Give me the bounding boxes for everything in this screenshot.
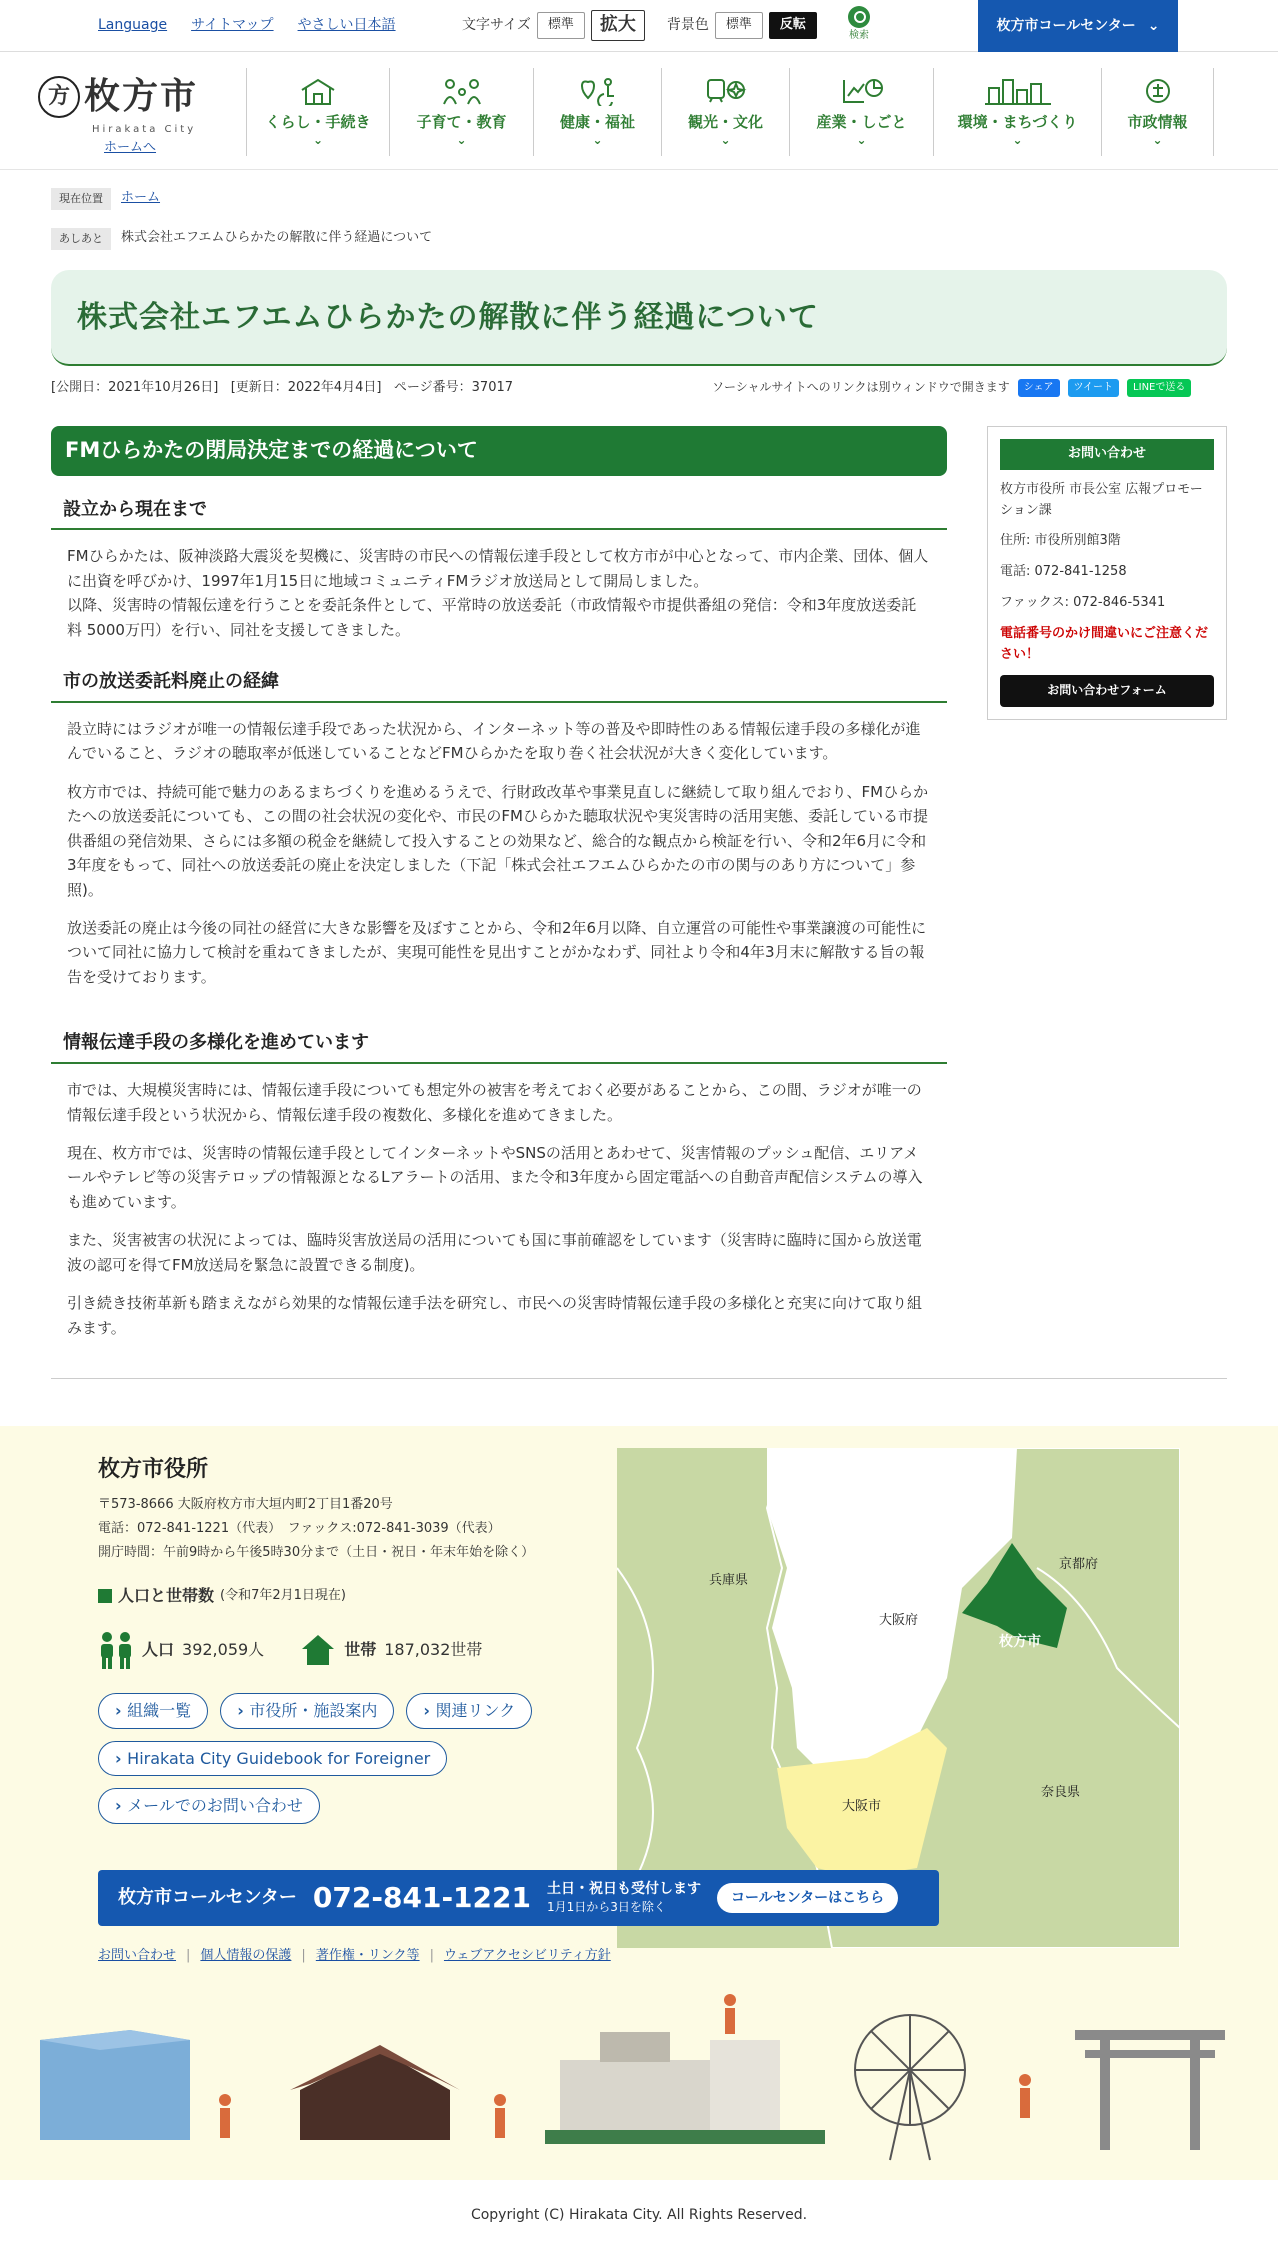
population-label: 人口 <box>142 1640 175 1660</box>
nav-item-environment[interactable] <box>934 68 1102 156</box>
breadcrumb-home-link[interactable]: ホーム <box>121 190 161 206</box>
chevron-down-icon: ⌄ <box>720 133 731 147</box>
footer-links <box>98 1693 618 1824</box>
font-size-label: 文字サイズ <box>462 17 531 34</box>
nav-label: 子育て・教育 <box>416 113 507 131</box>
organization-link[interactable]: › 組織一覧 <box>98 1693 208 1729</box>
chevron-down-icon: ⌄ <box>1147 17 1160 34</box>
nav-label: 市政情報 <box>1127 113 1188 131</box>
paragraph: 設立時にはラジオが唯一の情報伝達手段であった状況から、インターネット等の普及や即時性のある情報伝達手段の多様化が進んでいること、ラジオの聴取率が低迷していることなどFMひらかたを取り巻く社会状況が大きく変化しています。 <box>67 719 921 763</box>
paragraph: また、災害被害の状況によっては、臨時災害放送局の活用についても国に事前確認をしています（災害時に臨時に国から放送電波の認可を得てFM放送局を緊急に設置できる制度)。 <box>67 1231 922 1274</box>
house-icon <box>298 76 338 106</box>
bg-normal-button[interactable]: 標準 <box>715 12 763 39</box>
nav-label: 観光・文化 <box>687 113 763 131</box>
breadcrumb <box>51 188 160 210</box>
share-bar <box>712 378 1191 397</box>
footer-bottom-links: お問い合わせ | 個人情報の保護 | 著作権・リンク等 | ウェブアクセシビリティ方針 <box>98 1946 611 1967</box>
nav-label: くらし・手続き <box>265 113 371 131</box>
utility-links <box>98 14 396 36</box>
section-title: FMひらかたの閉局決定までの経過について <box>51 426 947 476</box>
breadcrumb-label: 現在位置 <box>51 188 111 210</box>
call-center-link-button[interactable]: コールセンターはこちら <box>717 1883 898 1913</box>
call-center-number[interactable]: 072-841-1221 <box>312 1880 531 1914</box>
map-label-kyoto: 京都府 <box>1059 1557 1099 1572</box>
sitemap-link[interactable]: サイトマップ <box>191 17 274 33</box>
call-center-label: 枚方市コールセンター <box>996 17 1136 34</box>
health-icon <box>576 76 620 106</box>
easy-japanese-link[interactable]: やさしい日本語 <box>297 17 396 33</box>
footer-address: 〒573-8666 大阪府枚方市大垣内町2丁目1番20号 <box>98 1497 393 1513</box>
map-label-hirakata: 枚方市 <box>999 1634 1041 1650</box>
nav-item-industry[interactable] <box>790 68 934 156</box>
city-icon <box>983 76 1053 106</box>
chevron-down-icon: ⌄ <box>312 133 324 147</box>
contact-dept: 枚方市役所 市長公室 広報プロモーション課 <box>1000 481 1203 518</box>
search-button[interactable] <box>842 6 876 44</box>
footer-phone: 電話：072-841-1221（代表） ファックス:072-841-3039（代表） <box>98 1521 501 1537</box>
city-name: 枚方市 <box>84 75 199 117</box>
twitter-share-button[interactable]: ツイート <box>1068 379 1120 397</box>
population-stats <box>98 1631 618 1669</box>
house-icon <box>300 1633 336 1667</box>
call-center-title: 枚方市コールセンター <box>118 1886 297 1908</box>
copyright: Copyright (C) Hirakata City. All Rights Reserved. <box>470 2207 808 2223</box>
contact-heading: お問い合わせ <box>1000 439 1214 470</box>
page-title: 株式会社エフエムひらかたの解散に伴う経過について <box>77 300 819 335</box>
nav-item-life[interactable] <box>246 68 390 156</box>
search-label: 検索 <box>849 30 869 41</box>
paragraph: 市では、大規模災害時には、情報伝達手段についても想定外の被害を考えておく必要があることから、この間、ラジオが唯一の情報伝達手段という状況から、情報伝達手段の複数化、多様化を進めてきました。 <box>67 1081 922 1124</box>
section-heading: 情報伝達手段の多様化を進めています <box>51 1029 947 1064</box>
map-label-osaka-city: 大阪市 <box>842 1799 882 1814</box>
people-icon <box>98 1631 134 1669</box>
page-meta <box>51 378 513 399</box>
main-content <box>51 426 947 1340</box>
paragraph: 枚方市では、持続可能で魅力のあるまちづくりを進めるうえで、行財政改革や事業見直しに継続して取り組んでおり、FMひらかたへの放送委託についても、この間の社会状況の変化や、市民のFMひらかた聴取状況や実災害時の活用実態、委託している市提供番組の発信効果、さらには多額の税金を継続して投入することの効果など、総合的な観点から検証を行い、令和2年6月に令和3年度をもって、同社への放送委託の廃止を決定しました（下記「株式会社エフエムひらかたの市の関与のあり方について」参照)。 <box>67 782 929 899</box>
city-name-en: Hirakata City <box>92 123 197 135</box>
city-emblem-icon: 方 <box>38 76 80 118</box>
published-date: [公開日：2021年10月26日] <box>51 380 219 395</box>
display-settings <box>462 10 817 41</box>
divider <box>51 1378 1227 1379</box>
chevron-down-icon: ⌄ <box>1012 133 1023 147</box>
population-date: (令和7年2月1日現在) <box>220 1587 346 1603</box>
home-link[interactable]: ホームへ <box>104 139 157 155</box>
history-label: あしあと <box>51 228 111 250</box>
page-title-box <box>51 270 1227 366</box>
paragraph: FMひらかたは、阪神淡路大震災を契機に、災害時の市民への情報伝達手段として枚方市が中心となって、市内企業、団体、個人に出資を呼びかけ、1997年1月15日に地域コミュニティFMラジオ放送局として開局しました。 以降、災害時の情報伝達を行うことを委託条件として、平常時の放送委託（市政情報や市提供番組の発信：令和3年度放送委託料 5000万円）を行い、同社を支援してきました。 <box>67 547 929 639</box>
footer-hours: 開庁時間：午前9時から午後5時30分まで（土日・祝日・年末年始を除く） <box>98 1545 535 1561</box>
nav-label: 健康・福祉 <box>559 113 635 131</box>
train-icon <box>704 76 748 106</box>
map-label-hyogo: 兵庫県 <box>709 1573 749 1588</box>
hall-illustration <box>545 2032 825 2144</box>
contact-tel: 電話: 072-841-1258 <box>1000 564 1127 580</box>
map-label-osaka-pref: 大阪府 <box>879 1613 919 1628</box>
contact-address: 住所: 市役所別館3階 <box>1000 533 1121 549</box>
copyright-link[interactable]: 著作権・リンク等 <box>315 1948 420 1963</box>
nav-item-children[interactable] <box>390 68 534 156</box>
language-link[interactable]: Language <box>98 17 168 33</box>
city-illustration <box>0 1980 1278 2180</box>
call-center-note-main: 土日・祝日も受付します <box>547 1880 701 1897</box>
population-value: 392,059人 <box>182 1640 265 1660</box>
square-icon <box>98 1589 112 1603</box>
accessibility-link[interactable]: ウェブアクセシビリティ方針 <box>443 1948 611 1963</box>
nav-item-government[interactable] <box>1102 68 1214 156</box>
related-links-link[interactable]: › 関連リンク <box>406 1693 532 1729</box>
share-note: ソーシャルサイトへのリンクは別ウィンドウで開きます <box>712 380 1010 394</box>
house-illustration <box>290 2045 460 2140</box>
paragraph: 現在、枚方市では、災害時の情報伝達手段としてインターネットやSNSの活用とあわせて、災害情報のプッシュ配信、エリアメールやテレビ等の災害テロップの情報源となるLアラートの活用、また令和3年度から固定電話への自動音声配信システムの導入も進めています。 <box>67 1143 923 1211</box>
bg-label: 背景色 <box>666 17 709 34</box>
nav-label: 産業・しごと <box>816 113 907 131</box>
city-emblem-icon <box>1143 76 1173 106</box>
line-share-button[interactable]: LINEで送る <box>1127 379 1191 397</box>
font-large-button[interactable]: 拡大 <box>591 10 645 41</box>
ferris-wheel-illustration <box>855 2015 965 2160</box>
chevron-down-icon: ⌄ <box>856 133 867 147</box>
site-header <box>0 52 1278 170</box>
call-center-note <box>547 1880 701 1916</box>
chevron-down-icon: ⌄ <box>1152 133 1163 147</box>
history-item: 株式会社エフエムひらかたの解散に伴う経過について <box>121 230 433 246</box>
paragraph: 引き続き技術革新も踏まえながら効果的な情報伝達手法を研究し、市民への災害時情報伝達手段の多様化と充実に向けて取り組みます。 <box>67 1294 923 1337</box>
households-value: 187,032世帯 <box>384 1640 483 1660</box>
paragraph: 放送委託の廃止は今後の同社の経営に大きな影響を及ぼすことから、令和2年6月以降、自立運営の可能性や事業譲渡の可能性について同社に協力して検討を重ねてきましたが、実現可能性を見出すことがかなわず、同社より令和4年3月末に解散する旨の報告を受けております。 <box>67 919 927 986</box>
history-trail <box>51 228 432 250</box>
call-center-button[interactable] <box>978 0 1178 52</box>
footer-details <box>98 1493 618 1565</box>
page-number: ページ番号：37017 <box>393 380 514 395</box>
population-heading <box>98 1583 618 1609</box>
site-footer <box>0 1426 1278 2180</box>
households-label: 世帯 <box>344 1640 377 1660</box>
utility-bar <box>0 0 1278 52</box>
chart-icon <box>840 76 884 106</box>
search-icon <box>848 6 870 28</box>
privacy-link[interactable]: 個人情報の保護 <box>200 1948 292 1963</box>
updated-date: [更新日：2022年4月4日] <box>230 380 382 395</box>
global-nav <box>246 68 1214 156</box>
nav-item-health[interactable] <box>534 68 662 156</box>
bg-invert-button[interactable]: 反転 <box>769 12 817 39</box>
chevron-down-icon: ⌄ <box>592 133 603 147</box>
family-icon <box>440 76 484 106</box>
site-logo[interactable] <box>38 68 208 158</box>
contact-warning: 電話番号のかけ間違いにご注意ください！ <box>1000 625 1209 662</box>
section-heading: 市の放送委託料廃止の経緯 <box>51 668 947 703</box>
map-label-nara: 奈良県 <box>1041 1785 1081 1800</box>
footer-inquiry-link[interactable]: お問い合わせ <box>98 1948 177 1963</box>
contact-form-button[interactable]: お問い合わせフォーム <box>1000 675 1214 706</box>
font-normal-button[interactable]: 標準 <box>537 12 585 39</box>
chevron-down-icon: ⌄ <box>456 133 467 147</box>
nav-item-tourism[interactable] <box>662 68 790 156</box>
building-illustration <box>40 2030 190 2140</box>
contact-fax: ファックス: 072-846-5341 <box>1000 594 1166 610</box>
contact-box <box>987 426 1227 720</box>
footer-title: 枚方市役所 <box>98 1457 209 1482</box>
torii-gate-illustration <box>1075 2030 1225 2150</box>
section-heading: 設立から現在まで <box>51 496 947 531</box>
footer-info <box>98 1452 618 1824</box>
facilities-link[interactable]: › 市役所・施設案内 <box>220 1693 394 1729</box>
guidebook-link[interactable]: › Hirakata City Guidebook for Foreigner <box>98 1741 447 1777</box>
mail-inquiry-link[interactable]: › メールでのお問い合わせ <box>98 1788 320 1824</box>
call-center-note-sub: 1月1日から3日を除く <box>547 1900 666 1914</box>
population-title: 人口と世帯数 <box>118 1586 215 1606</box>
nav-label: 環境・まちづくり <box>957 113 1078 131</box>
call-center-bar <box>98 1870 939 1926</box>
facebook-share-button[interactable]: シェア <box>1018 379 1060 397</box>
